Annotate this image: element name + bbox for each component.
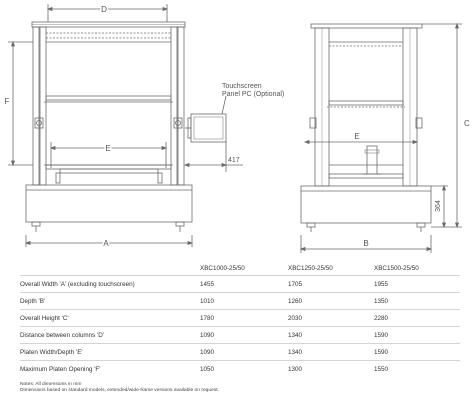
cell-value: 1590 <box>374 344 460 361</box>
cell-value: 1455 <box>200 276 288 293</box>
label-d: D <box>101 5 107 14</box>
touchscreen-label-line2: Panel PC (Optional) <box>222 91 285 98</box>
cell-value: 1705 <box>288 276 374 293</box>
table-header-row <box>20 262 460 276</box>
table-row <box>20 344 460 361</box>
cell-value: 1780 <box>200 310 288 327</box>
cell-value: 1090 <box>200 344 288 361</box>
notes <box>20 382 219 394</box>
cell-value: 1300 <box>288 361 374 378</box>
cell-value: 1050 <box>200 361 288 378</box>
table-row <box>20 361 460 378</box>
table-header-blank <box>20 262 200 276</box>
row-label: Platen Width/Depth 'E' <box>20 344 200 361</box>
row-label: Maximum Platen Opening 'F' <box>20 361 200 378</box>
label-b: B <box>363 239 369 248</box>
table-row <box>20 276 460 293</box>
row-label: Distance between columns 'D' <box>20 327 200 344</box>
label-364: 364 <box>435 200 442 212</box>
front-view <box>8 4 243 247</box>
table-row <box>20 327 460 344</box>
column-header-xbc1000: XBC1000-25/50 <box>200 265 245 272</box>
table-row <box>20 293 460 310</box>
cell-value: 2280 <box>374 310 460 327</box>
notes-line-2: Dimensions based on standard models, extended/wide-frame versions available on request. <box>20 388 219 393</box>
cell-value: 1260 <box>288 293 374 310</box>
row-label: Overall Height 'C' <box>20 310 200 327</box>
label-a: A <box>103 239 109 248</box>
row-label: Overall Width 'A' (excluding touchscreen) <box>20 276 200 293</box>
cell-value: 1010 <box>200 293 288 310</box>
column-header-xbc1500: XBC1500-25/50 <box>374 265 419 272</box>
cell-value: 1340 <box>288 327 374 344</box>
touchscreen-label-line1: Touchscreen <box>222 83 262 90</box>
side-view <box>301 24 462 253</box>
label-f: F <box>4 97 10 106</box>
table-row <box>20 310 460 327</box>
specification-table <box>20 262 460 377</box>
cell-value: 1550 <box>374 361 460 378</box>
label-c: C <box>464 119 470 128</box>
cell-value: 1090 <box>200 327 288 344</box>
label-e-front: E <box>105 144 111 153</box>
cell-value: 1350 <box>374 293 460 310</box>
label-417: 417 <box>228 157 240 164</box>
label-e-side: E <box>354 132 360 141</box>
column-header-xbc1250: XBC1250-25/50 <box>288 265 333 272</box>
row-label: Depth 'B' <box>20 293 200 310</box>
cell-value: 1590 <box>374 327 460 344</box>
notes-line-1: Notes: All dimensions in mm <box>20 382 82 387</box>
cell-value: 1955 <box>374 276 460 293</box>
cell-value: 1340 <box>288 344 374 361</box>
cell-value: 2030 <box>288 310 374 327</box>
